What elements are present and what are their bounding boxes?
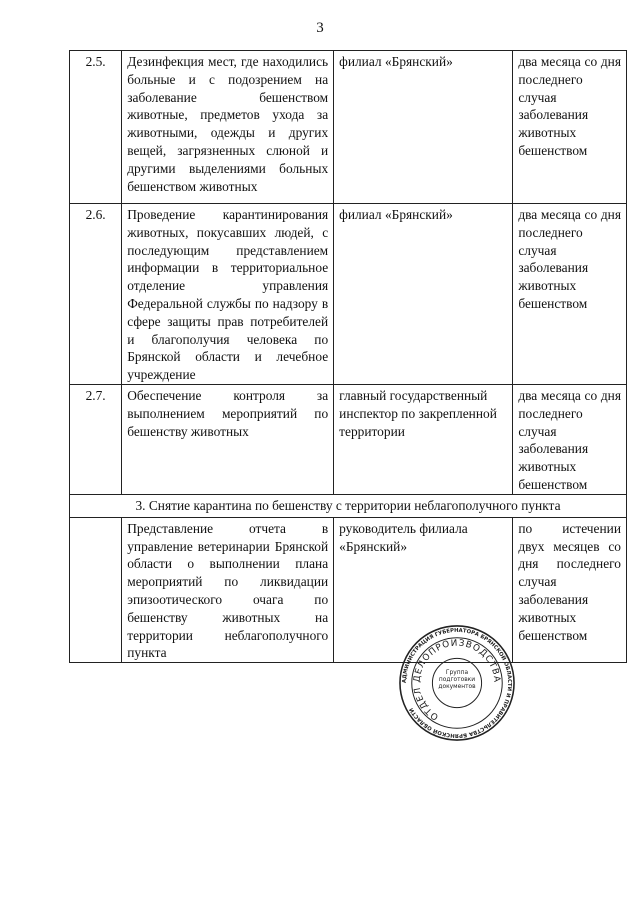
section-title: 3. Снятие карантина по бешенству с территории неблагополучного пункта: [70, 494, 627, 517]
deadline: два месяца со дня последнего случая заболевания животных бешенством: [513, 384, 627, 494]
table-row: [70, 51, 627, 204]
row-number: 2.7.: [70, 384, 122, 494]
official-stamp: [398, 624, 516, 742]
measure-description: Проведение карантинирования животных, покусавших людей, с последующим представлением информации в территориальное отделение управления Федеральной службы по надзору в сфере защиты прав потребителей и благополучия человека по Брянской области и лечебное учреждение: [122, 204, 334, 385]
stamp-center-text: Группа подготовки документов: [438, 669, 476, 690]
row-number: 2.5.: [70, 51, 122, 204]
deadline: два месяца со дня последнего случая заболевания животных бешенством: [513, 204, 627, 385]
measures-table: [69, 50, 627, 663]
responsible-party: главный государственный инспектор по закрепленной территории: [334, 384, 513, 494]
table-row: [70, 384, 627, 494]
measure-description: Дезинфекция мест, где находились больные и с подозрением на заболевание бешенством животные, предметов ухода за животными, одежды и других вещей, загрязненных слюной и другими выделениями больных бешенством животных: [122, 51, 334, 204]
deadline: два месяца со дня последнего случая заболевания животных бешенством: [513, 51, 627, 204]
stamp-dept-text: ОТДЕЛ ДЕЛОПРОИЗВОДСТВА: [412, 638, 502, 722]
row-number: 2.6.: [70, 204, 122, 385]
stamp-outer-text: АДМИНИСТРАЦИЯ ГУБЕРНАТОРА БРЯНСКОЙ ОБЛАСТИ И ПРАВИТЕЛЬСТВА БРЯНСКОЙ ОБЛАСТИ: [401, 627, 513, 739]
deadline: по истечении двух месяцев со дня последнего случая заболевания животных бешенством: [513, 517, 627, 662]
responsible-party: филиал «Брянский»: [334, 204, 513, 385]
responsible-party: руководитель филиала «Брянский»: [334, 517, 513, 662]
table-row: [70, 204, 627, 385]
row-number: [70, 517, 122, 662]
measure-description: Представление отчета в управление ветеринарии Брянской области о выполнении плана мероприятий по ликвидации эпизоотического очага по бешенству животных на территории неблагополучного пункта: [122, 517, 334, 662]
measure-description: Обеспечение контроля за выполнением мероприятий по бешенству животных: [122, 384, 334, 494]
table-row: [70, 517, 627, 662]
section-header-row: [70, 494, 627, 517]
page-number: 3: [316, 20, 324, 36]
responsible-party: филиал «Брянский»: [334, 51, 513, 204]
